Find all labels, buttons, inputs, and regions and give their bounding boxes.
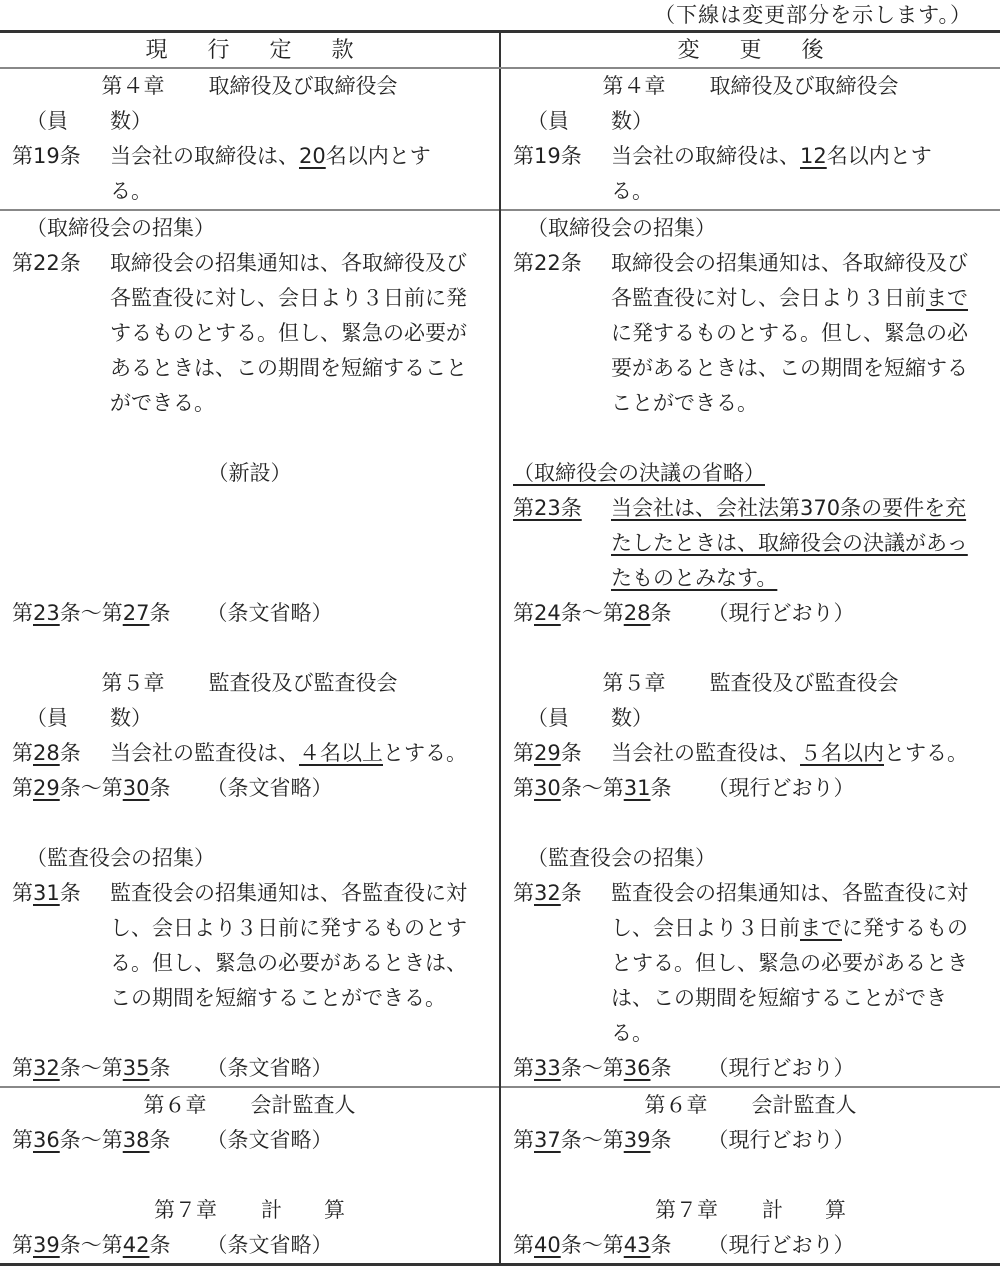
article-text-line: る。但し、緊急の必要があるときは、 [110,951,467,975]
article-caption: （取締役会の招集） [26,216,215,240]
article-29-proposed: 第29条 当会社の監査役は、５名以内とする。 [513,741,968,765]
article-text-line: するものとする。但し、緊急の必要が [110,321,467,345]
article-text-line: る。 [611,1021,653,1045]
underline-note: （下線は変更部分を示します。） [654,3,972,27]
article-text-line: たしたときは、取締役会の決議があっ [611,531,968,555]
article-range-current: 第32条～第35条 （条文省略） [12,1056,333,1080]
article-23-new: 第23条 当会社は、会社法第370条の要件を充 [513,496,967,520]
article-text-line: し、会日より３日前に発するものとす [110,916,467,940]
article-caption: （員 数） [26,706,152,730]
article-28-current: 第28条 当会社の監査役は、４名以上とする。 [12,741,467,765]
current-chapter5-cell [0,631,500,1087]
article-text-line: し、会日より３日前までに発するもの [611,916,968,940]
chapter-heading: 第５章 監査役及び監査役会 [602,671,899,695]
article-range-proposed: 第40条～第43条 （現行どおり） [513,1233,855,1257]
proposed-chapter4-cell [500,68,1000,210]
article-range-current: 第39条～第42条 （条文省略） [12,1233,333,1257]
article-caption-new: （取締役会の決議の省略） [513,461,765,485]
article-text-line: とする。但し、緊急の必要があるとき [611,951,968,975]
article-22-proposed: 第22条 取締役会の招集通知は、各取締役及び [513,251,968,275]
article-range-current: 第36条～第38条 （条文省略） [12,1128,333,1152]
article-text-line: この期間を短縮することができる。 [110,986,446,1010]
header-proposed: 変更後 [500,32,1000,69]
article-text-line: ができる。 [110,391,215,415]
section-chapter5 [0,631,1000,1087]
article-range-proposed: 第24条～第28条 （現行どおり） [513,601,855,625]
proposed-chapter5-cell [500,631,1000,1087]
current-chapter4-cell [0,68,500,210]
article-32-proposed: 第32条 監査役会の招集通知は、各監査役に対 [513,881,968,905]
chapter-heading: 第４章 取締役及び取締役会 [101,74,398,98]
current-board-cell [0,210,500,631]
article-text-line: 各監査役に対し、会日より３日前まで [611,286,968,310]
article-range-current: 第23条～第27条 （条文省略） [12,601,333,625]
article-text-line: 各監査役に対し、会日より３日前に発 [110,286,467,310]
article-text-line: ことができる。 [611,391,758,415]
article-text-line: る。 [611,179,653,203]
article-range-current: 第29条～第30条 （条文省略） [12,776,333,800]
article-text-line: あるときは、この期間を短縮すること [110,356,467,380]
section-board-convocation [0,210,1000,631]
section-chapter6-7 [0,1087,1000,1265]
article-caption: （取締役会の招集） [527,216,716,240]
chapter-heading: 第６章 会計監査人 [143,1093,356,1117]
chapter-heading: 第６章 会計監査人 [644,1093,857,1117]
article-caption: （監査役会の招集） [527,846,716,870]
article-caption: （員 数） [527,706,653,730]
chapter-heading: 第７章 計 算 [154,1198,345,1222]
article-range-proposed: 第30条～第31条 （現行どおり） [513,776,855,800]
article-range-proposed: 第33条～第36条 （現行どおり） [513,1056,855,1080]
chapter-heading: 第４章 取締役及び取締役会 [602,74,899,98]
table-header-row [0,32,1000,69]
comparison-table [0,30,1000,1266]
article-text-line: は、この期間を短縮することができ [611,986,947,1010]
chapter-heading: 第５章 監査役及び監査役会 [101,671,398,695]
chapter-heading: 第７章 計 算 [655,1198,846,1222]
proposed-board-cell [500,210,1000,631]
current-chapter6-7-cell [0,1087,500,1265]
proposed-chapter6-7-cell [500,1087,1000,1265]
section-chapter4 [0,68,1000,210]
article-caption: （員 数） [26,109,152,133]
article-31-current: 第31条 監査役会の招集通知は、各監査役に対 [12,881,467,905]
article-range-proposed: 第37条～第39条 （現行どおり） [513,1128,855,1152]
new-article-marker: （新設） [207,461,292,485]
article-19-current: 第19条 当会社の取締役は、20名以内とす [12,144,431,168]
article-caption: （監査役会の招集） [26,846,215,870]
article-22-current: 第22条 取締役会の招集通知は、各取締役及び [12,251,467,275]
article-text-line: に発するものとする。但し、緊急の必 [611,321,968,345]
article-19-proposed: 第19条 当会社の取締役は、12名以内とす [513,144,932,168]
article-text-line: 要があるときは、この期間を短縮する [611,356,968,380]
article-text-line: る。 [110,179,152,203]
article-text-line: たものとみなす。 [611,566,778,590]
header-current: 現行定款 [0,32,500,69]
article-caption: （員 数） [527,109,653,133]
